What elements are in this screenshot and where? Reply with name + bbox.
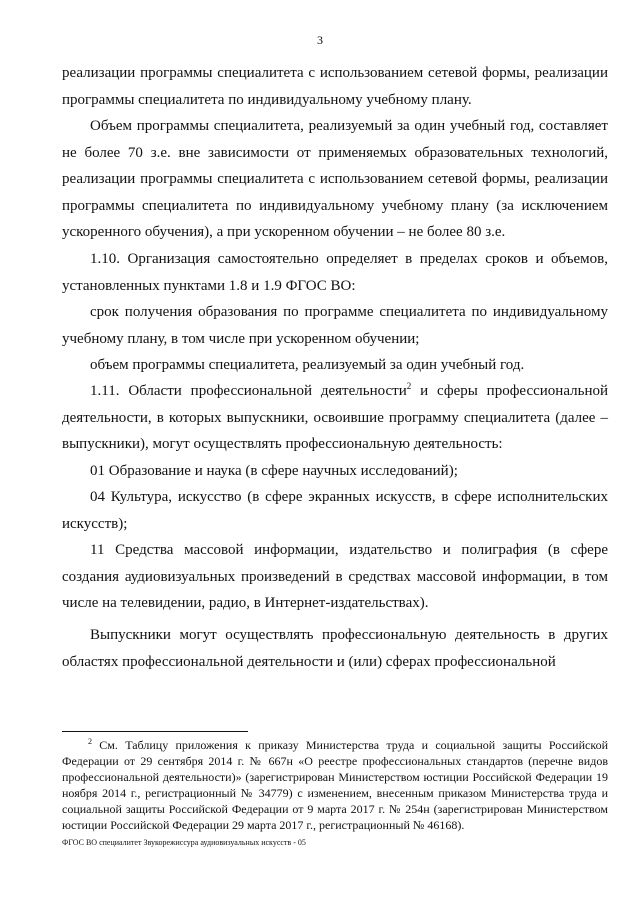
page-number: 3	[317, 33, 323, 47]
list-item-education-science: 01 Образование и наука (в сфере научных исследований);	[90, 463, 458, 479]
paragraph-1-11-start: 1.11. Области профессиональной деятельности	[90, 383, 407, 399]
footnote-divider	[62, 731, 248, 732]
footnote	[62, 737, 608, 833]
paragraph-1-10: 1.10. Организация самостоятельно определяет в пределах сроков и объемов, установленных пунктами 1.8 и 1.9 ФГОС ВО:	[62, 251, 608, 294]
paragraph-yearly-volume: объем программы специалитета, реализуемый за один учебный год.	[90, 357, 525, 373]
paragraph-program-volume: Объем программы специалитета, реализуемый за один учебный год, составляет не более 70 з.е. вне зависимости от применяемых образовательных технологий, реализации программы специалитета с использованием сетевой формы, реализации программы специалитета по индивидуальному учебному плану (за исключением ускоренного обучения), а при ускоренном обучении – не более 80 з.е.	[62, 118, 608, 240]
paragraph-continuation: реализации программы специалитета с использованием сетевой формы, реализации программы специалитета по индивидуальному учебному плану.	[62, 65, 608, 108]
list-item-mass-media: 11 Средства массовой информации, издательство и полиграфия (в сфере создания аудиовизуальных произведений в средствах массовой информации, в том числе на телевидении, радио, в Интернет-издательствах).	[62, 542, 608, 611]
footnote-text: См. Таблицу приложения к приказу Министерства труда и социальной защиты Российской Федерации от 29 сентября 2014 г. № 667н «О реестре профессиональных стандартов (перечне видов профессиональной деятельности)» (зарегистрирован Министерством юстиции Российской Федерации 19 ноября 2014 г., регистрационный № 34779) с изменением, внесенным приказом Министерства труда и социальной защиты Российской Федерации от 9 марта 2017 г. № 254н (зарегистрирован Министерством юстиции Российской Федерации 29 марта 2017 г., регистрационный № 46168).	[62, 738, 608, 832]
footnote-marker: 2	[88, 737, 92, 746]
paragraph-1-11-end: и сферы профессиональной деятельности, в которых выпускники, освоившие программу специалитета (далее – выпускники), могут осуществлять профессиональную деятельность:	[62, 383, 608, 452]
document-footer: ФГОС ВО специалитет Звукорежиссура аудиовизуальных искусств - 05	[62, 838, 306, 847]
paragraph-study-period: срок получения образования по программе специалитета по индивидуальному учебному плану, в том числе при ускоренном обучении;	[62, 304, 608, 347]
paragraph-1-11	[62, 378, 608, 458]
list-item-culture-art: 04 Культура, искусство (в сфере экранных искусств, в сфере исполнительских искусств);	[62, 489, 608, 532]
footnote-ref: 2	[406, 381, 412, 391]
paragraph-other-areas: Выпускники могут осуществлять профессиональную деятельность в других областях профессиональной деятельности и (или) сферах профессиональной	[62, 627, 608, 670]
